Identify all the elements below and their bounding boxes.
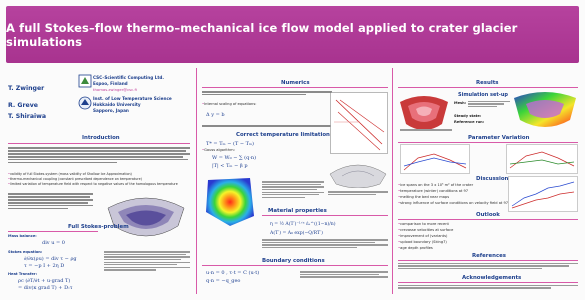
- author-shiraiwa: T. Shiraiwa: [8, 113, 47, 120]
- material-text: [262, 238, 388, 258]
- heading-discussion: Discussion: [476, 176, 509, 182]
- mesh-caption: [328, 190, 388, 202]
- csc-logo: [78, 74, 92, 88]
- heading-numerics: Numerics: [281, 80, 310, 86]
- affil-ilts-name: Inst. of Low Temperature Science: [93, 96, 172, 101]
- setup-mesh-label: Mesh:: [454, 101, 467, 105]
- crater-glacier-figure: [104, 190, 188, 248]
- intro-bullet-1: • validity of full Stokes-system (mass validity of Shallow Ice Approximation): [8, 172, 132, 176]
- contour-caption: [262, 180, 324, 224]
- affil-csc-name: CSC–Scientific Computing Ltd.: [93, 75, 164, 80]
- material-divider: [262, 215, 388, 216]
- temperature-profile-plot: [330, 92, 388, 154]
- boundary-divider: [202, 265, 388, 266]
- intro-paragraph: [8, 146, 190, 172]
- column-divider-1: [196, 68, 197, 294]
- numerics-intro: [202, 90, 332, 100]
- title-banner: [6, 6, 579, 63]
- eq-stokes-2: τ = −p I + 2η D: [24, 263, 65, 269]
- heading-introduction: Introduction: [82, 135, 120, 141]
- numerics-text: [202, 124, 332, 130]
- author-email-link[interactable]: thomas.zwinger@csc.fi: [93, 87, 137, 92]
- intro-divider: [8, 143, 190, 144]
- intro-bullet-3: • limited variation of temperature field with respect to negative values of the homologous temperature: [8, 182, 188, 186]
- outlook-bullet-3: • improvement of (variants): [398, 234, 447, 238]
- stokes-figure-caption: [104, 250, 190, 290]
- setup-mesh-text: [468, 100, 510, 112]
- outlook-bullet-4: • upload boundary (Sking7): [398, 240, 447, 244]
- references-text: [398, 262, 578, 274]
- outlook-bullet-5: • age depth profiles: [398, 246, 433, 250]
- label-mass-balance: Mass balance:: [8, 234, 37, 238]
- affil-ilts-place: Sapporo, Japan: [93, 108, 129, 113]
- outlook-bullet-1: • comparison to more recent: [398, 222, 449, 226]
- outlook-divider: [398, 219, 578, 220]
- setup-reference-run-label: Reference run:: [454, 120, 485, 124]
- label-stokes-equation: Stokes equation:: [8, 250, 43, 254]
- mesh-crater-figure: [328, 158, 388, 188]
- poster-title: A full Stokes–flow thermo–mechanical ice flow model applied to crater glacier simulations: [6, 20, 518, 49]
- discussion-bullet-1: • ice spans on the 3 x 10⁵ m² of the crater: [398, 183, 473, 187]
- discussion-bullet-2: • temperature (winter) conditions at 97: [398, 189, 468, 193]
- eq-numerics-3: W = W₀ − ∑ (q·n): [212, 155, 257, 161]
- eq-stokes-1: ∂/∂x(ρu) = div τ − ρg: [24, 256, 77, 262]
- eq-material-1: η = ½ A(T′)⁻¹ᐟⁿ ε̇ₑ^((1−n)/n): [270, 222, 336, 227]
- results-colormap-figure: [512, 88, 578, 134]
- eq-material-2: A(T′) = A₀ exp(−Q/RT′): [270, 231, 323, 236]
- intro-paragraph-2: [8, 192, 93, 222]
- author-greve: R. Greve: [8, 102, 38, 109]
- parameter-plot-left: [400, 144, 470, 174]
- temperature-contour-figure: [200, 172, 258, 230]
- setup-steady-state-label: Steady state:: [454, 114, 482, 118]
- eq-numerics-4: |T| < Tₘ − β p: [212, 163, 248, 169]
- intro-bullet-2: • thermo-mechanical coupling (constant prescribed dependence on temperature): [8, 177, 142, 181]
- heading-material-properties: Material properties: [268, 208, 327, 214]
- eq-mass: div u = 0: [42, 240, 65, 246]
- eq-heat-1: ρc (∂T/∂t + u·grad T): [18, 278, 71, 284]
- heading-outlook: Outlook: [476, 212, 500, 218]
- discussion-bullet-4: • strong influence of surface conditions on velocity field at 97: [398, 201, 508, 205]
- discussion-plot: [508, 176, 578, 212]
- heading-references: References: [472, 253, 507, 259]
- parameter-divider: [398, 142, 578, 143]
- boundary-text: [300, 270, 388, 290]
- author-zwinger: T. Zwinger: [8, 85, 45, 92]
- heading-boundary-conditions: Boundary conditions: [262, 258, 325, 264]
- eq-bc-2: q·n = −q_geo: [206, 278, 241, 284]
- acknowledgements-divider: [398, 282, 578, 283]
- column-divider-2: [392, 68, 393, 294]
- stokes-divider: [8, 231, 98, 232]
- heading-full-stokes: Full Stokes-problem: [68, 224, 129, 230]
- acknowledgements-text: [398, 284, 578, 294]
- velocity-caption: [400, 128, 452, 134]
- eq-numerics-1: Δ y = b: [206, 112, 225, 118]
- discussion-bullet-3: • melting the bed near maps: [398, 195, 449, 199]
- label-heat-transfer: Heat Transfer:: [8, 272, 38, 276]
- heading-parameter-variation: Parameter Variation: [468, 135, 530, 141]
- heading-simulation-setup: Simulation set-up: [458, 92, 508, 98]
- references-divider: [398, 260, 578, 261]
- eq-bc-1: u·n = 0 , τ·t = C (u·t): [206, 270, 260, 276]
- affil-csc-place: Espoo, Finland: [93, 81, 128, 86]
- ilts-logo: [78, 94, 92, 112]
- outlook-bullet-2: • crevasse velocities at surface: [398, 228, 453, 232]
- eq-heat-2: = div(κ grad T) + D:τ: [18, 285, 73, 291]
- numerics-bullet-gauss: • Gauss algorithm:: [202, 148, 235, 152]
- heading-results: Results: [476, 80, 499, 86]
- heading-correct-temperature: Correct temperature limitation: [236, 132, 330, 138]
- numerics-bullet-scaling: • Internal scaling of equations:: [202, 102, 256, 106]
- parameter-plot-right: [506, 144, 578, 174]
- numerics-divider: [202, 87, 388, 88]
- heading-acknowledgements: Acknowledgements: [462, 275, 522, 281]
- eq-numerics-2: T* = Tₘ − (T − Tₘ): [206, 141, 254, 147]
- affil-ilts-univ: Hokkaido University: [93, 102, 141, 107]
